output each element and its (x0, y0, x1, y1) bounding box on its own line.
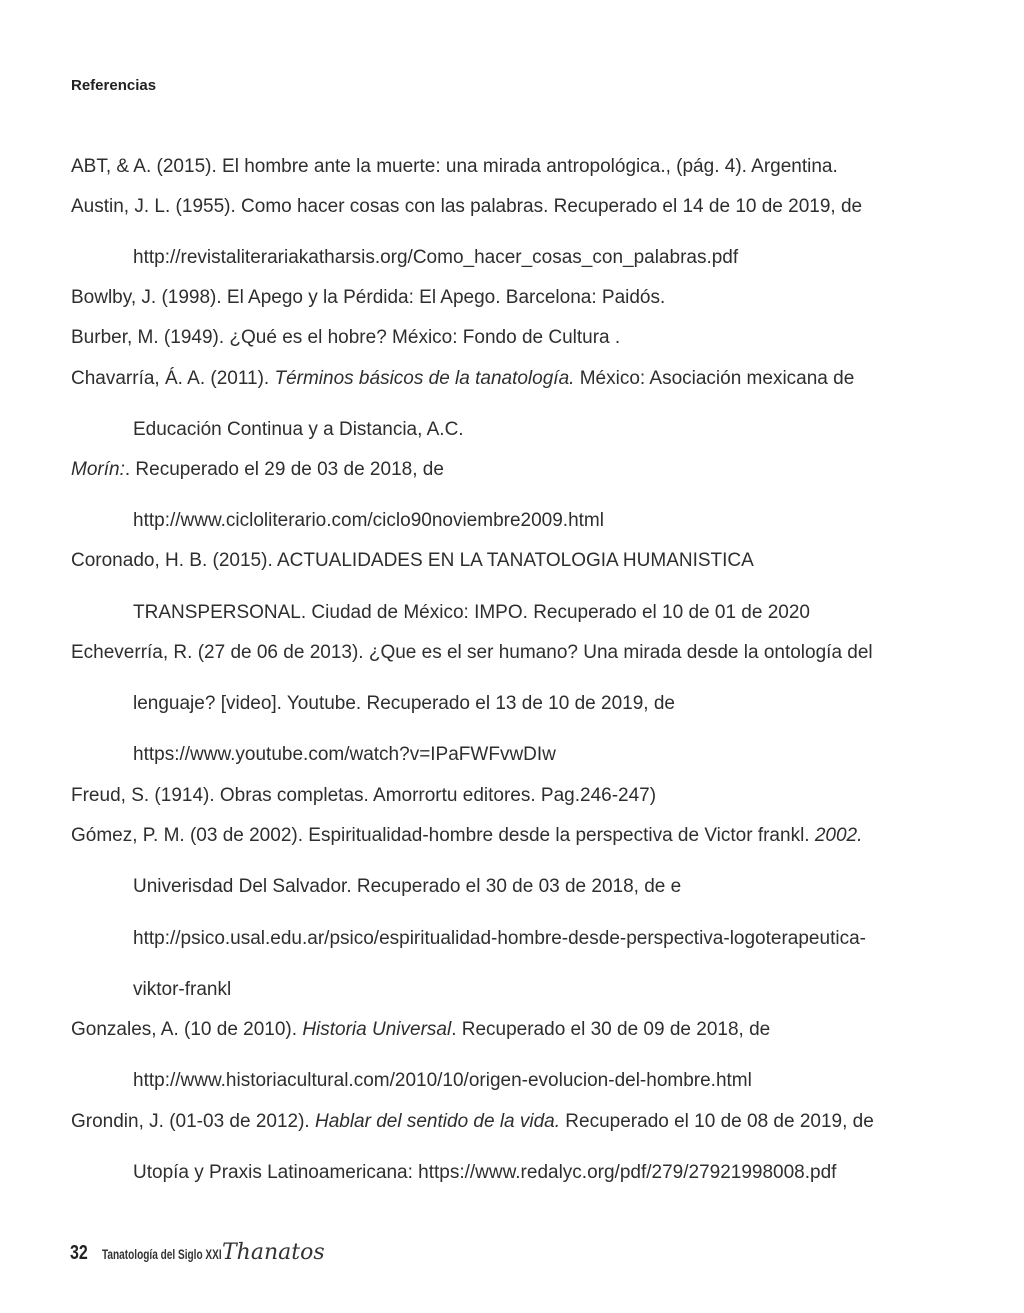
reference-echeverria-line2: lenguaje? [video]. Youtube. Recuperado el 13 de 10 de 2019, de (133, 693, 675, 714)
reference-abt: ABT, & A. (2015). El hombre ante la muerte: una mirada antropológica., (pág. 4). Argentina. (71, 156, 838, 177)
reference-gomez-url-cont[interactable]: viktor-frankl (133, 979, 232, 1000)
reference-coronado-line2: TRANSPERSONAL. Ciudad de México: IMPO. Recuperado el 10 de 01 de 2020 (133, 602, 810, 623)
section-heading: Referencias (71, 77, 157, 94)
reference-bowlby: Bowlby, J. (1998). El Apego y la Pérdida: El Apego. Barcelona: Paidós. (71, 287, 666, 308)
reference-freud: Freud, S. (1914). Obras completas. Amorrortu editores. Pag.246-247) (71, 785, 657, 806)
gonzales-title: Historia Universal (302, 1019, 452, 1040)
grondin-title: Hablar del sentido de la vida. (314, 1111, 561, 1132)
reference-echeverria-line1: Echeverría, R. (27 de 06 de 2013). ¿Que es el ser humano? Una mirada desde la ontología del (71, 642, 873, 663)
reference-austin-line1: Austin, J. L. (1955). Como hacer cosas con las palabras. Recuperado el 14 de 10 de 2019, de (71, 196, 863, 217)
morin-title: Morín: (71, 459, 125, 480)
reference-gomez-line1 (71, 824, 862, 848)
reference-morin-line1 (71, 458, 444, 482)
reference-coronado-line1: Coronado, H. B. (2015). ACTUALIDADES EN LA TANATOLOGIA HUMANISTICA (71, 550, 754, 571)
reference-chavarria-line2: Educación Continua y a Distancia, A.C. (133, 419, 464, 440)
reference-gonzales-line1 (71, 1018, 770, 1042)
reference-echeverria-url[interactable]: https://www.youtube.com/watch?v=IPaFWFvwDIw (133, 744, 556, 765)
journal-name: Tanatología del Siglo XXI (102, 1246, 222, 1262)
chavarria-publisher: México: Asociación mexicana de (574, 368, 855, 389)
reference-grondin-line2: Utopía y Praxis Latinoamericana: https://www.redalyc.org/pdf/279/27921998008.pdf (133, 1162, 837, 1183)
gomez-citation: Gómez, P. M. (03 de 2002). Espiritualidad-hombre desde la perspectiva de Victor frankl. (71, 825, 815, 846)
reference-morin-url[interactable]: http://www.cicloliterario.com/ciclo90noviembre2009.html (133, 510, 604, 531)
reference-grondin-line1 (71, 1110, 874, 1134)
chavarria-author: Chavarría, Á. A. (2011). (71, 368, 275, 389)
journal-logo: Thanatos (222, 1240, 325, 1265)
gomez-year: 2002. (814, 825, 863, 846)
chavarria-title: Términos básicos de la tanatología. (274, 368, 575, 389)
page-number: 32 (70, 1242, 88, 1264)
reference-gonzales-url[interactable]: http://www.historiacultural.com/2010/10/origen-evolucion-del-hombre.html (133, 1070, 752, 1091)
reference-austin-url[interactable]: http://revistaliterariakatharsis.org/Como_hacer_cosas_con_palabras.pdf (133, 247, 739, 268)
reference-burber: Burber, M. (1949). ¿Qué es el hobre? México: Fondo de Cultura . (71, 327, 621, 348)
reference-gomez-line2: Univerisdad Del Salvador. Recuperado el 30 de 03 de 2018, de e (133, 876, 682, 897)
gonzales-author: Gonzales, A. (10 de 2010). (71, 1019, 303, 1040)
morin-rest: . Recuperado el 29 de 03 de 2018, de (124, 459, 444, 480)
reference-gomez-url[interactable]: http://psico.usal.edu.ar/psico/espiritualidad-hombre-desde-perspectiva-logoterapeutica- (133, 928, 866, 949)
grondin-rest: Recuperado el 10 de 08 de 2019, de (560, 1111, 874, 1132)
page-footer (70, 1240, 325, 1265)
reference-chavarria-line1 (71, 367, 854, 391)
grondin-author: Grondin, J. (01-03 de 2012). (71, 1111, 315, 1132)
gonzales-rest: . Recuperado el 30 de 09 de 2018, de (451, 1019, 771, 1040)
